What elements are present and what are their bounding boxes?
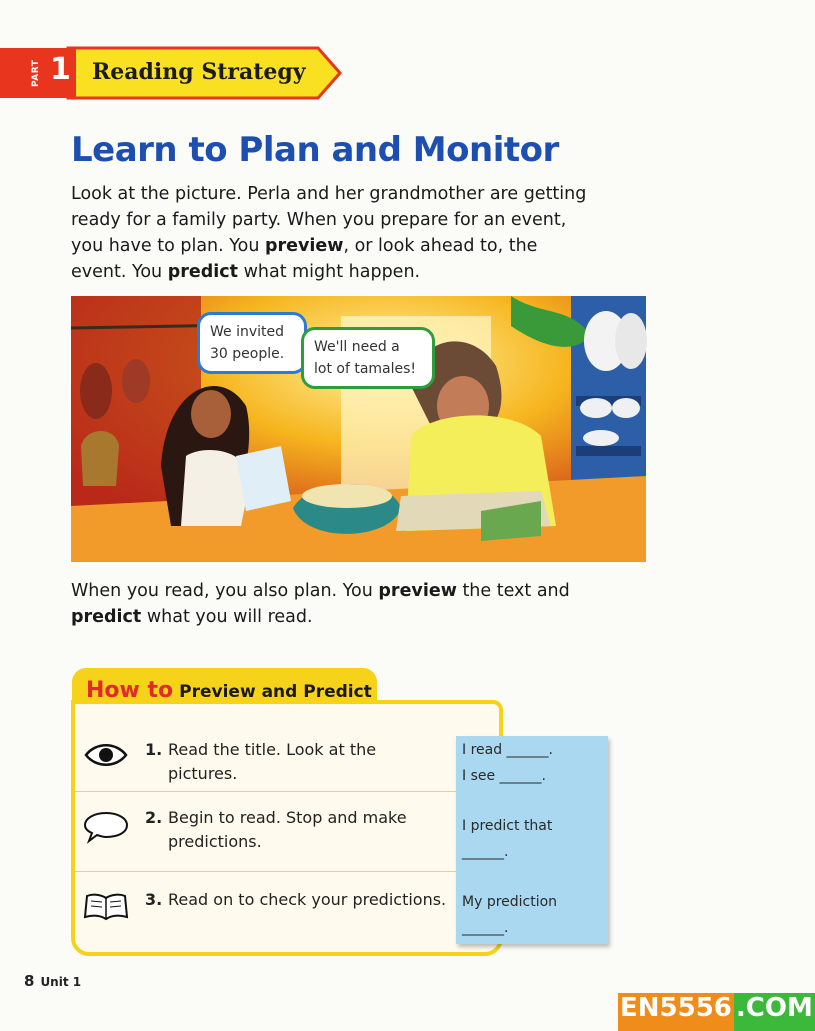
page-title: Learn to Plan and Monitor	[71, 130, 559, 170]
plan-paragraph: When you read, you also plan. You preview the text and predict what you will read.	[71, 581, 570, 627]
how-to-step: 2. Begin to read. Stop and make predictions.	[75, 792, 457, 872]
how-to-title	[86, 678, 372, 703]
term-preview: preview	[378, 581, 457, 601]
site-watermark: EN5556 .COM	[618, 993, 784, 1031]
sticky-note: I read ______. I see ______. I predict that ______. My prediction ______.	[456, 736, 608, 944]
speech-bubble-grandmother: We'll need a lot of tamales!	[301, 327, 435, 389]
term-preview: preview	[265, 236, 344, 256]
how-to-heading: Preview and Predict	[179, 682, 372, 702]
kitchen-illustration	[71, 296, 646, 562]
intro-paragraph: Look at the picture. Perla and her grandmother are getting ready for a family party. When you prepare for an event, you have to plan. You preview, or look ahead to, the event. You predict what might happen.	[71, 184, 587, 282]
how-to-label: How to	[86, 678, 174, 703]
part-label: PART	[31, 59, 41, 87]
term-predict: predict	[167, 262, 238, 282]
page-number: 8	[24, 972, 35, 990]
how-to-step: 3. Read on to check your predictions.	[75, 872, 457, 950]
speech-bubble-perla: We invited 30 people.	[197, 312, 307, 374]
reading-strategy-label: Reading Strategy	[92, 59, 306, 85]
how-to-step: 1. Read the title. Look at the pictures.	[75, 722, 457, 792]
part-number: 1	[50, 52, 71, 87]
eye-icon	[83, 740, 129, 774]
term-predict: predict	[71, 607, 142, 627]
page-footer	[24, 972, 81, 990]
speech-bubble-icon	[83, 810, 129, 848]
open-book-icon	[83, 890, 129, 926]
unit-label: Unit 1	[40, 975, 82, 989]
